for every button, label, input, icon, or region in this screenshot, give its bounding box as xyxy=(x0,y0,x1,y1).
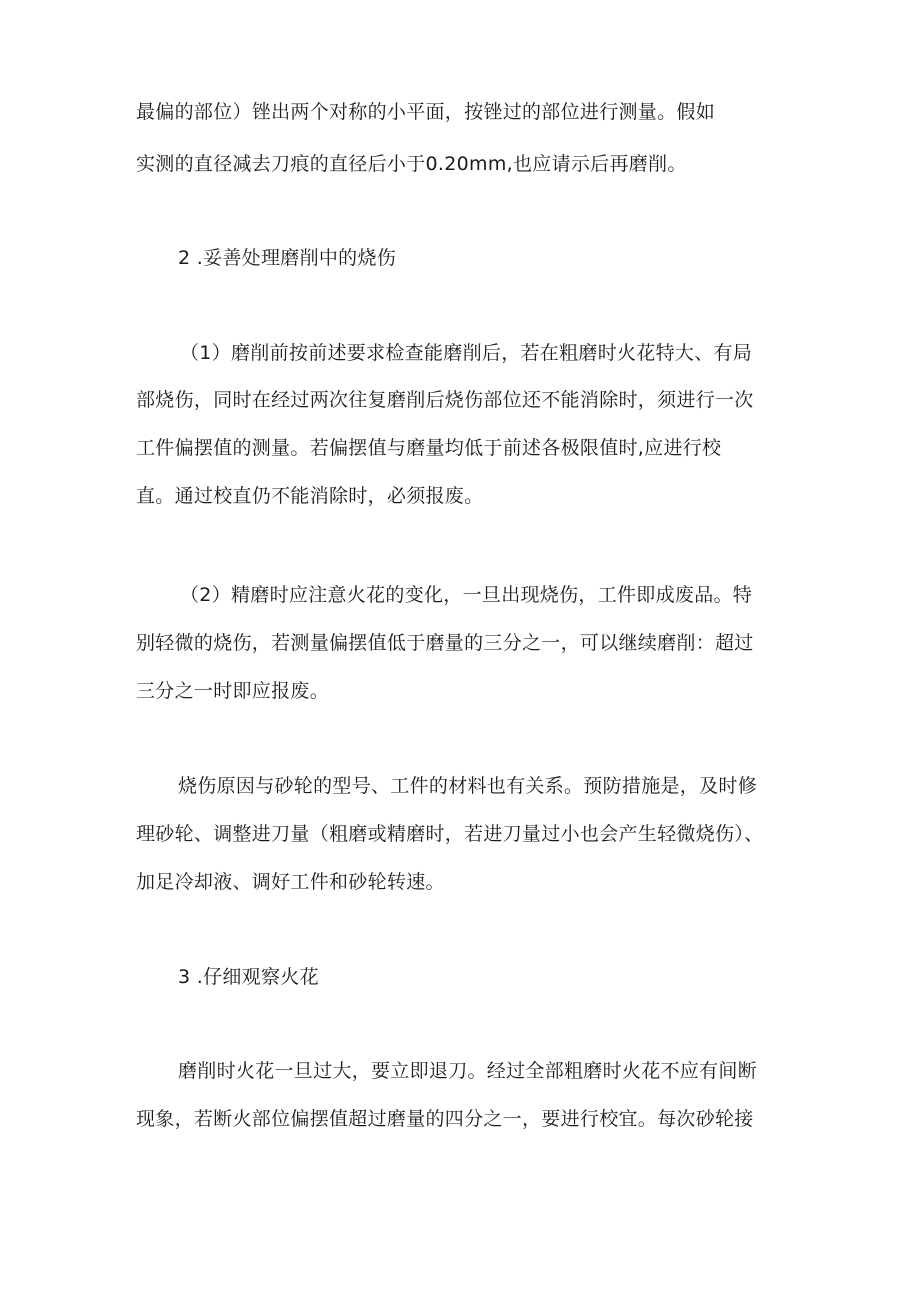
paragraph-line: 部烧伤，同时在经过两次往复磨削后烧伤部位还不能消除时，须进行一次 xyxy=(136,389,754,411)
paragraph-line: 直。通过校直仍不能消除时，必须报废。 xyxy=(136,485,484,507)
paragraph-line: 磨削时火花一旦过大，要立即退刀。经过全部粗磨时火花不应有间断 xyxy=(178,1060,758,1082)
paragraph-line: 最偏的部位）锉出两个对称的小平面，按锉过的部位进行测量。假如 xyxy=(136,101,716,123)
paragraph-line: 烧伤原因与砂轮的型号、工件的材料也有关系。预防措施是，及时修 xyxy=(178,775,758,797)
paragraph-line: （2）精磨时应注意火花的变化，一旦出现烧伤，工件即成废品。特 xyxy=(180,584,753,606)
paragraph-line: 理砂轮、调整进刀量（粗磨或精磨时，若进刀量过小也会产生轻微烧伤）、 xyxy=(136,823,764,845)
paragraph-line: 现象，若断火部位偏摆值超过磨量的四分之一，要进行校宜。每次砂轮接 xyxy=(136,1108,754,1130)
paragraph-line: 实测的直径减去刀痕的直径后小于0.20mm,也应请示后再磨削。 xyxy=(136,153,687,175)
paragraph-line: 别轻微的烧伤，若测量偏摆值低于磨量的三分之一，可以继续磨削：超过 xyxy=(136,632,754,654)
section-heading: 2 .妥善处理磨削中的烧伤 xyxy=(178,247,397,269)
paragraph-line: 三分之一时即应报废。 xyxy=(136,680,330,702)
paragraph-line: 加足冷却液、调好工件和砂轮转速。 xyxy=(136,871,445,893)
paragraph-line: （1）磨削前按前述要求检查能磨削后，若在粗磨时火花特大、有局 xyxy=(180,342,753,364)
section-heading: 3 .仔细观察火花 xyxy=(178,966,319,988)
paragraph-line: 工件偏摆值的测量。若偏摆值与磨量均低于前述各极限值时,应进行校 xyxy=(136,437,722,459)
